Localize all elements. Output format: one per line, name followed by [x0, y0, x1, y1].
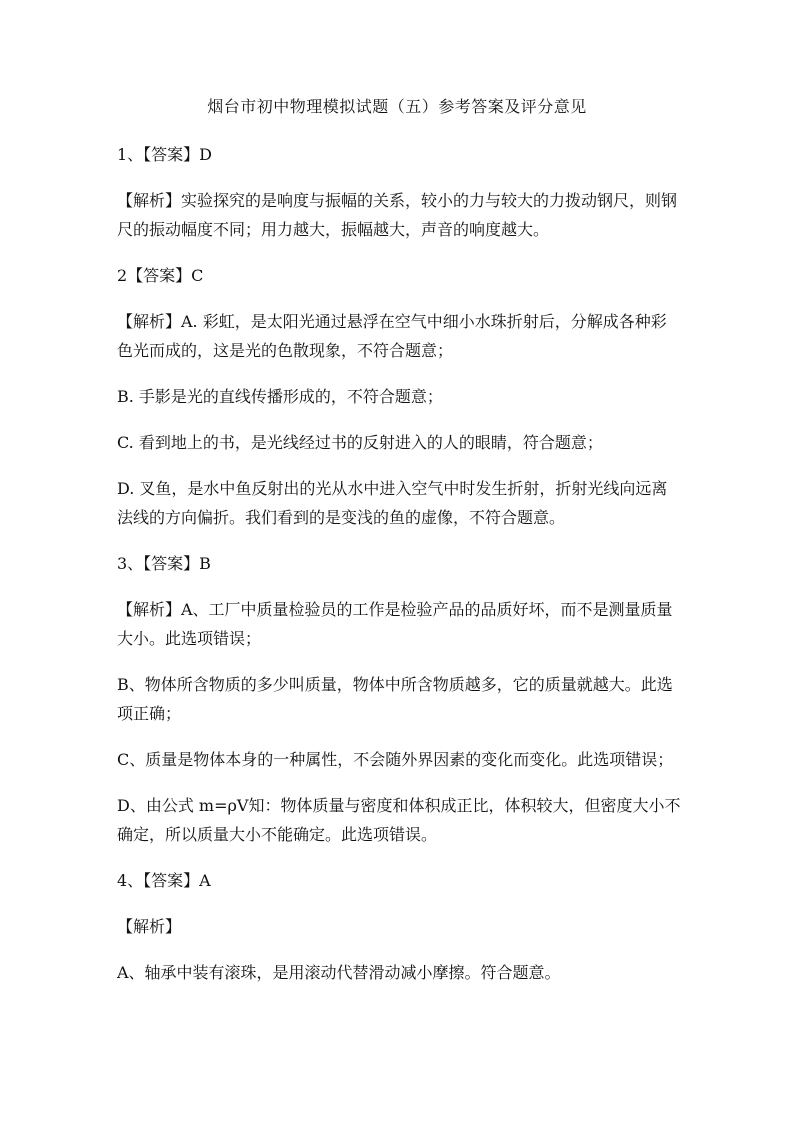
- paragraph: 【解析】实验探究的是响度与振幅的关系，较小的力与较大的力拨动钢尺，则钢尺的振动幅度不同；用力越大，振幅越大，声音的响度越大。: [117, 191, 678, 239]
- paragraph: D. 叉鱼，是水中鱼反射出的光从水中进入空气中时发生折射，折射光线向远离法线的方向偏折。我们看到的是变浅的鱼的虚像，不符合题意。: [117, 479, 668, 527]
- option-b: [117, 382, 682, 411]
- analysis-3: [117, 595, 682, 653]
- paragraph: 【解析】A、工厂中质量检验员的工作是检验产品的品质好坏，而不是测量质量大小。此选项错误；: [117, 600, 673, 648]
- answer-heading: 3、【答案】B: [117, 554, 211, 573]
- paragraph: C. 看到地上的书，是光线经过书的反射进入的人的眼睛，符合题意；: [117, 433, 603, 452]
- answer-1: [117, 140, 682, 169]
- document-body: [117, 140, 682, 987]
- option-d-3: [117, 791, 682, 849]
- option-a-4: [117, 958, 682, 987]
- analysis-1: [117, 186, 682, 244]
- option-d: [117, 474, 682, 532]
- answer-2: [117, 261, 682, 290]
- analysis-2: [117, 307, 682, 365]
- answer-heading: 4、【答案】A: [117, 871, 211, 890]
- paragraph: B、物体所含物质的多少叫质量，物体中所含物质越多，它的质量就越大。此选项正确；: [117, 675, 673, 723]
- document-title: 烟台市初中物理模拟试题（五）参考答案及评分意见: [207, 97, 587, 116]
- paragraph: B. 手影是光的直线传播形成的，不符合题意；: [117, 387, 443, 406]
- answer-heading: 2【答案】C: [117, 266, 204, 285]
- paragraph: C、质量是物体本身的一种属性，不会随外界因素的变化而变化。此选项错误；: [117, 750, 674, 769]
- option-c-3: [117, 745, 682, 774]
- paragraph: 【解析】A. 彩虹，是太阳光通过悬浮在空气中细小水珠折射后，分解成各种彩色光而成的，这是光的色散现象，不符合题意；: [117, 312, 667, 360]
- option-b-3: [117, 670, 682, 728]
- option-c: [117, 428, 682, 457]
- paragraph: 【解析】: [117, 917, 182, 936]
- answer-heading: 1、【答案】D: [117, 145, 213, 164]
- paragraph: D、由公式 m=ρV知：物体质量与密度和体积成正比，体积较大，但密度大小不确定，所以质量大小不能确定。此选项错误。: [117, 796, 681, 844]
- answer-3: [117, 549, 682, 578]
- analysis-4: [117, 912, 682, 941]
- paragraph: A、轴承中装有滚珠，是用滚动代替滑动减小摩擦。符合题意。: [117, 963, 561, 982]
- answer-4: [117, 866, 682, 895]
